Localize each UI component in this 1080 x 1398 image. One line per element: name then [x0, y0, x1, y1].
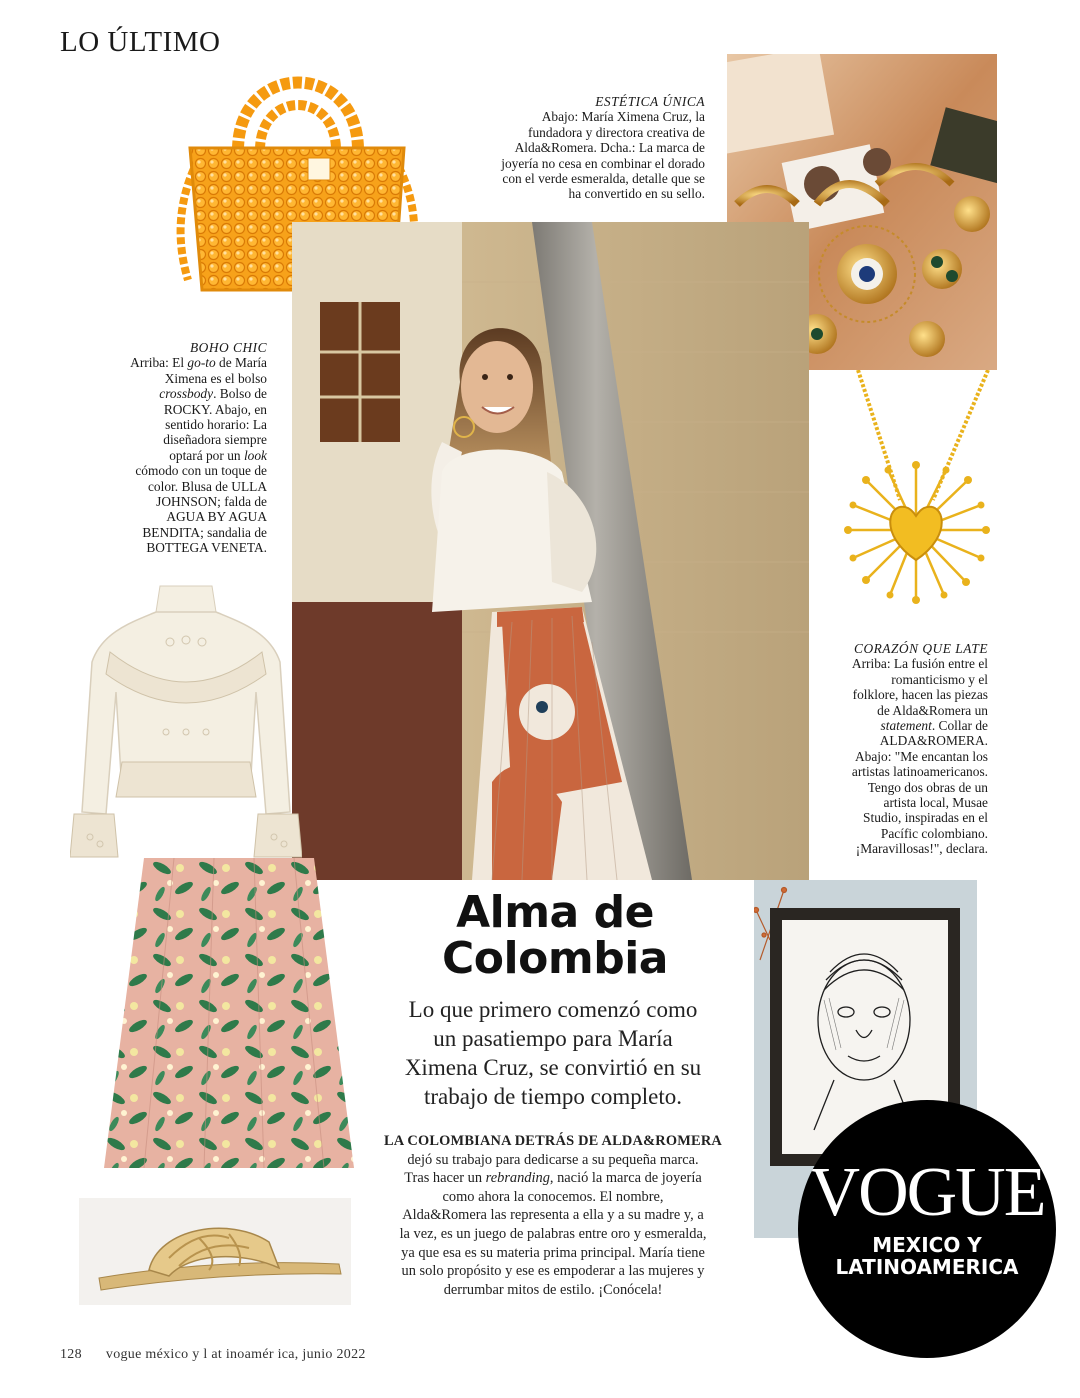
body-line: ya que esa es su materia prima principal. María tiene [401, 1244, 705, 1261]
issue-line: vogue méxico y l at inoamér ica, junio 2022 [105, 1347, 366, 1362]
caption-line: sentido horario: La [165, 417, 267, 433]
caption-line: artistas latinoamericanos. [851, 764, 988, 780]
caption-line: Ximena es el bolso [164, 370, 267, 386]
caption-line: de Alda&Romera un [877, 702, 988, 718]
caption-boho [110, 340, 267, 556]
caption-line: artista local, Musae [883, 795, 988, 811]
caption-line: BENDITA; sandalia de [142, 524, 267, 540]
caption-line: color. Blusa de ULLA [147, 478, 267, 494]
edition-line: LATINOAMERICA [835, 1255, 1019, 1279]
body-line: Alda&Romera las representa a ella y a su madre y, a [402, 1207, 704, 1224]
caption-line: fundadora y directora creativa de [528, 124, 705, 140]
caption-line: statement. Collar de [880, 718, 988, 734]
caption-line: Abajo: María Ximena Cruz, la [541, 109, 705, 125]
deck-line: Lo que primero comenzó como [408, 997, 698, 1022]
caption-corazon [810, 641, 988, 857]
caption-estetica [455, 94, 705, 202]
caption-line: Studio, inspiradas en el [863, 810, 988, 826]
edition-line: MEXICO Y [872, 1233, 982, 1257]
title-line: Alma de [456, 887, 654, 938]
title-line: Colombia [442, 933, 668, 984]
body-line: Tras hacer un rebranding, nació la marca de joyería [404, 1170, 702, 1187]
caption-line: BOTTEGA VENETA. [146, 540, 267, 556]
body-line: dejó su trabajo para dedicarse a su pequeña marca. [407, 1151, 699, 1168]
caption-line: crossbody. Bolso de [159, 386, 267, 402]
body-line: un solo propósito y ese es empoderar a las mujeres y [401, 1263, 705, 1280]
article-title [380, 887, 730, 984]
caption-heading: CORAZÓN QUE LATE [854, 641, 988, 656]
caption-line: Tengo dos obras de un [867, 779, 988, 795]
caption-line: ha convertido en su sello. [568, 186, 705, 202]
caption-line: con el verde esmeralda, detalle que se [502, 171, 705, 187]
caption-line: JOHNSON; falda de [156, 494, 267, 510]
blouse-icon [70, 582, 302, 860]
caption-line: joyería no cesa en combinar el dorado [501, 155, 705, 171]
caption-line: ALDA&ROMERA. [879, 733, 988, 749]
caption-line: Arriba: La fusión entre el [851, 656, 988, 672]
caption-line: optará por un look [169, 447, 267, 463]
page-folio [60, 1347, 366, 1363]
caption-line: romanticismo y el [891, 671, 988, 687]
article-deck [372, 995, 734, 1111]
caption-heading: BOHO CHIC [189, 340, 267, 355]
section-label: LO ÚLTIMO [60, 26, 221, 58]
caption-line: AGUA BY AGUA [166, 509, 267, 525]
floral-skirt-icon [104, 858, 354, 1168]
caption-line: Abajo: "Me encantan los [854, 748, 988, 764]
body-line: derrumbar mitos de estilo. ¡Conócela! [443, 1281, 663, 1298]
body-line: como ahora la conocemos. El nombre, [442, 1188, 664, 1205]
caption-heading: ESTÉTICA ÚNICA [595, 94, 705, 109]
vogue-wordmark: VOGUE [809, 1154, 1045, 1231]
page-number: 128 [60, 1347, 82, 1362]
vogue-logo-badge [798, 1100, 1056, 1358]
caption-line: ¡Maravillosas!", declara. [855, 841, 988, 857]
caption-line: diseñadora siempre [163, 432, 267, 448]
caption-line: Alda&Romera. Dcha.: La marca de [514, 140, 705, 156]
caption-line: cómodo con un toque de [135, 463, 267, 479]
vogue-edition [798, 1234, 1056, 1278]
article-body [372, 1132, 734, 1299]
caption-line: Arriba: El go-to de María [130, 355, 267, 371]
caption-line: folklore, hacen las piezas [852, 687, 988, 703]
gold-heart-necklace-icon [838, 370, 998, 616]
body-line: la vez, es un juego de palabras entre oro y esmeralda, [399, 1225, 707, 1242]
deck-line: trabajo de tiempo completo. [423, 1084, 683, 1109]
body-lead: LA COLOMBIANA DETRÁS DE ALDA&ROMERA [383, 1133, 723, 1149]
main-portrait-photo [292, 222, 809, 880]
deck-line: un pasatiempo para María [433, 1026, 673, 1051]
caption-line: Pacífic colombiano. [880, 825, 988, 841]
woven-sandal-icon [79, 1198, 351, 1305]
deck-line: Ximena Cruz, se convirtió en su [404, 1055, 702, 1080]
caption-line: ROCKY. Abajo, en [163, 401, 267, 417]
